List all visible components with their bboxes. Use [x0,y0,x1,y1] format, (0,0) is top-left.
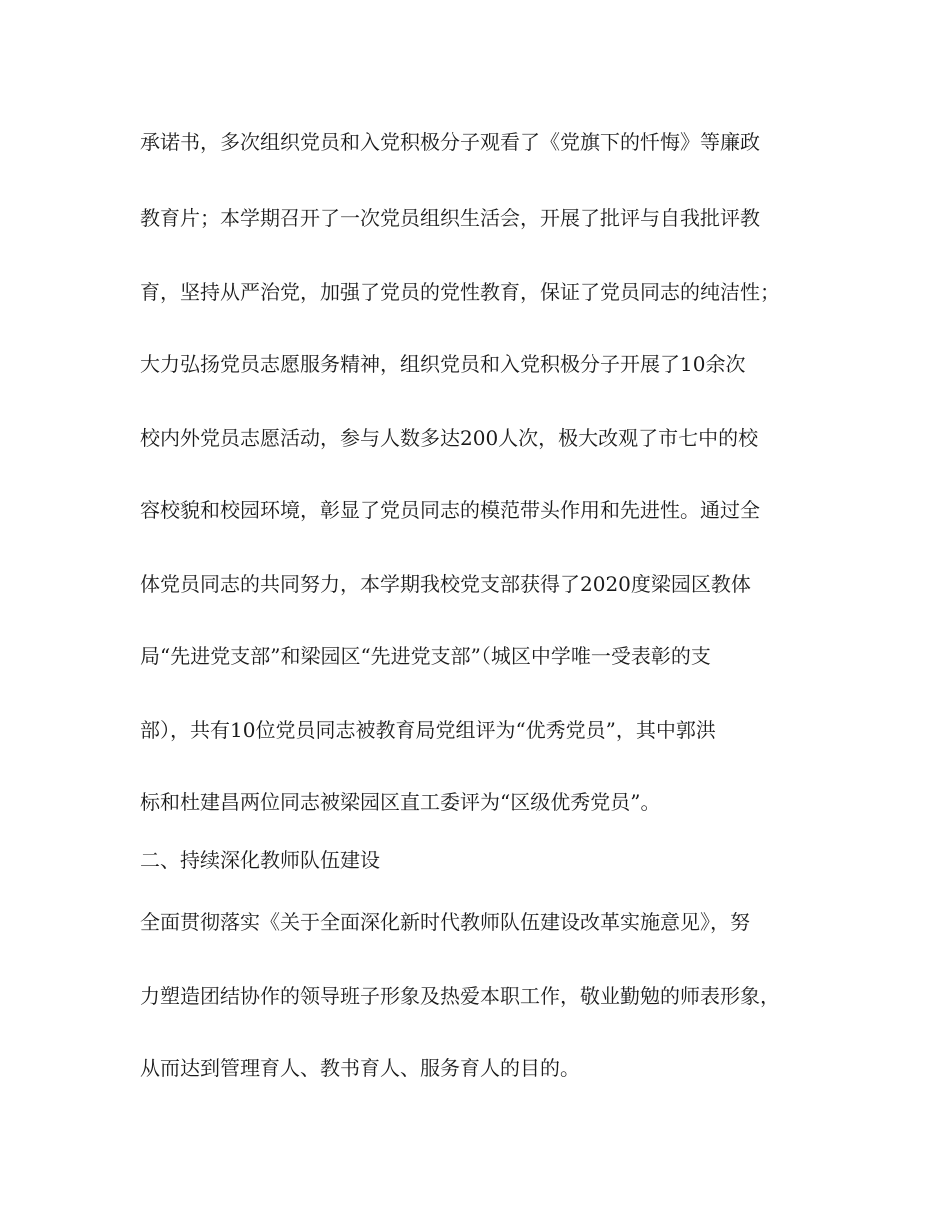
paragraph-line-3: 育，坚持从严治党，加强了党员的党性教育，保证了党员同志的纯洁性； [140,280,780,304]
section-line-1: 全面贯彻落实《关于全面深化新时代教师队伍建设改革实施意见》，努 [140,910,750,934]
paragraph-line-10: 标和杜建昌两位同志被梁园区直工委评为“区级优秀党员”。 [140,790,661,814]
paragraph-line-2: 教育片；本学期召开了一次党员组织生活会，开展了批评与自我批评教 [140,206,760,230]
section-line-2: 力塑造团结协作的领导班子形象及热爱本职工作，敬业勤勉的师表形象， [140,984,780,1008]
paragraph-line-9: 部），共有10位党员同志被教育局党组评为“优秀党员”，其中郭洪 [140,718,716,742]
paragraph-line-1: 承诺书，多次组织党员和入党积极分子观看了《党旗下的忏悔》等廉政 [140,130,760,154]
paragraph-line-8: 局“先进党支部”和梁园区“先进党支部”（城区中学唯一受表彰的支 [140,644,711,668]
paragraph-line-7: 体党员同志的共同努力，本学期我校党支部获得了2020度梁园区教体 [140,572,751,596]
section-line-3: 从而达到管理育人、教书育人、服务育人的目的。 [140,1056,580,1080]
section-heading: 二、持续深化教师队伍建设 [140,848,380,872]
paragraph-line-6: 容校貌和校园环境，彰显了党员同志的模范带头作用和先进性。通过全 [140,498,760,522]
paragraph-line-5: 校内外党员志愿活动，参与人数多达200人次，极大改观了市七中的校 [140,426,759,450]
paragraph-line-4: 大力弘扬党员志愿服务精神，组织党员和入党积极分子开展了10余次 [140,352,746,376]
